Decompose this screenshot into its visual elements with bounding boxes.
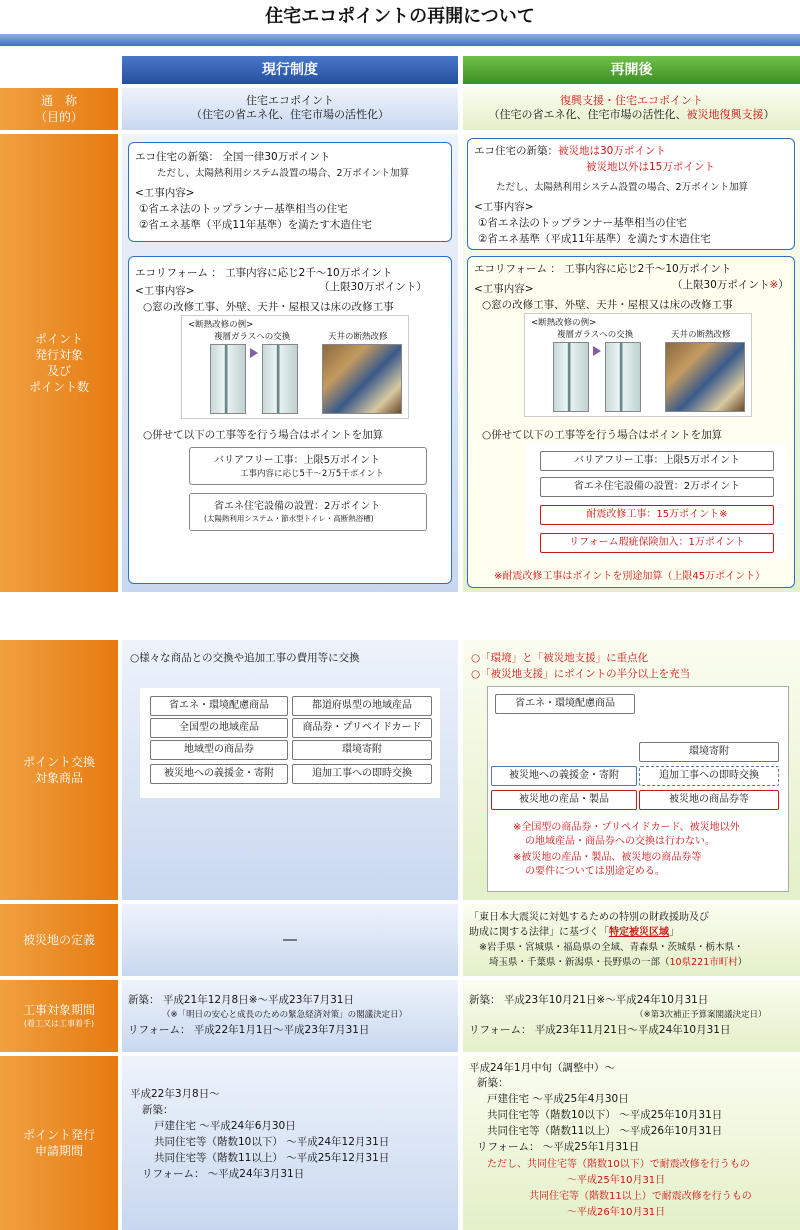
exchange-item: 被災地の商品券等 (639, 790, 779, 810)
new-work2: ②省エネ基準（平成11年基準）を満たす木造住宅 (478, 233, 711, 245)
apply-c3: 戸建住宅 ～平成24年6月30日 (154, 1120, 296, 1132)
disaster-l2c: 」 (669, 927, 679, 938)
label-period (0, 980, 118, 1052)
header-current: 現行制度 (122, 56, 458, 84)
apply-c2: 新築： (142, 1104, 174, 1116)
exchange-item: 商品券・プリペイドカード (292, 718, 432, 738)
apply-n4: 共同住宅等（階数10以下） ～平成25年10月31日 (487, 1109, 723, 1121)
new-photo1-label: 複層ガラスへの交換 (557, 330, 634, 340)
disaster-l2 (469, 923, 679, 938)
exchange-item: 被災地への義援金・寄附 (150, 764, 288, 784)
apply-c4: 共同住宅等（階数10以下） ～平成24年12月31日 (154, 1136, 390, 1148)
new-exchange-l2: ○「被災地支援」にポイントの半分以上を充当 (471, 668, 691, 680)
current-reform-cap: （上限30万ポイント） (319, 281, 427, 293)
header-new: 再開後 (463, 56, 800, 84)
exchange-item: 都道府県型の地域産品 (292, 696, 432, 716)
new-example-panel (524, 313, 752, 417)
period-new3: リフォーム： 平成23年11月21日～平成24年10月31日 (469, 1024, 731, 1036)
ceiling-insulation-image (665, 342, 745, 412)
new-example-head: <断熱改修の例> (531, 318, 597, 328)
points-new (463, 134, 800, 592)
window-glass-after-image (605, 342, 641, 412)
current-equipment-box (189, 493, 427, 531)
new-newbuild-label: エコ住宅の新築： (474, 145, 558, 157)
title-bar (0, 34, 800, 46)
name-current (122, 88, 458, 130)
disaster-l4c: ） (737, 957, 748, 968)
current-reform-box (128, 256, 452, 584)
apply-c5: 共同住宅等（階数11以上） ～平成25年12月31日 (154, 1152, 390, 1164)
new-newbuild-v2: 被災地以外は15万ポイント (586, 161, 715, 173)
new-work1: ①省エネ法のトップランナー基準相当の住宅 (478, 217, 687, 229)
current-exchange-intro: ○様々な商品との交換や追加工事の費用等に交換 (130, 652, 360, 664)
window-glass-before-image (553, 342, 589, 412)
period-current (122, 980, 458, 1052)
period-new (463, 980, 800, 1052)
period-cur1: 新築： 平成21年12月8日※～平成23年7月31日 (128, 994, 354, 1006)
period-new2: （※第3次補正予算案閣議決定日） (635, 1010, 767, 1020)
label-exchange: ポイント交換 対象商品 (0, 640, 118, 900)
current-work-head: <工事内容> (135, 187, 195, 199)
current-solar-text: ただし、太陽熱利用システム設置の場合、2万ポイント加算 (157, 168, 410, 179)
current-reform-head: <工事内容> (135, 285, 195, 297)
label-name: 通 称 （目的） (0, 88, 118, 130)
new-work-head: <工事内容> (474, 201, 534, 213)
current-bf2: 工事内容に応じ5千～2万5千ポイント (240, 469, 384, 479)
exchange-current (122, 640, 458, 900)
exchange-item: 追加工事への即時交換 (639, 766, 779, 786)
current-reform-text: エコリフォーム ： 工事内容に応じ2千～10万ポイント (135, 267, 393, 279)
window-glass-before-image (210, 344, 246, 414)
new-reform-box (467, 256, 795, 588)
current-photo1-label: 複層ガラスへの交換 (214, 332, 291, 342)
current-newbuild-box (128, 142, 452, 242)
current-bf1: バリアフリー工事：上限5万ポイント (214, 455, 380, 466)
arrow-icon (250, 348, 258, 358)
apply-new (463, 1056, 800, 1230)
apply-n5: 共同住宅等（階数11以上） ～平成26年10月31日 (487, 1125, 723, 1137)
label-period-title: 工事対象期間 (22, 1003, 95, 1017)
current-photo2-label: 天井の断熱改修 (328, 332, 388, 342)
new-exchange-l1: ○「環境」と「被災地支援」に重点化 (471, 652, 649, 664)
disaster-l3: ※岩手県・宮城県・福島県の全域、青森県・茨城県・栃木県・ (479, 942, 744, 953)
name-current-l2: （住宅の省エネ化、住宅市場の活性化） (191, 108, 389, 121)
current-example-head: <断熱改修の例> (188, 320, 254, 330)
disaster-l1: 「東日本大震災に対処するための特別の財政援助及び (469, 912, 709, 923)
new-solar-text: ただし、太陽熱利用システム設置の場合、2万ポイント加算 (496, 182, 749, 193)
new-reform-head: <工事内容> (474, 283, 534, 295)
new-reform-cap-mark: ※ (769, 279, 779, 291)
current-combined-text: ○併せて以下の工事等を行う場合はポイントを加算 (143, 429, 384, 441)
label-apply: ポイント発行 申請期間 (0, 1056, 118, 1230)
apply-current (122, 1056, 458, 1230)
label-period-sub: (着工又は工事着手) (23, 1019, 95, 1028)
current-newbuild-text: エコ住宅の新築： 全国一律30万ポイント (135, 151, 331, 163)
new-newbuild-box (467, 138, 795, 250)
label-disaster: 被災地の定義 (0, 904, 118, 976)
page-title: 住宅エコポイントの再開について (265, 6, 535, 27)
new-addition-seismic: 耐震改修工事：15万ポイント※ (540, 505, 774, 525)
new-reform-text: エコリフォーム ： 工事内容に応じ2千～10万ポイント (474, 263, 732, 275)
new-reform-cap-text: （上限30万ポイント (672, 279, 770, 291)
period-cur2: （※「明日の安心と成長のための緊急経済対策」の閣議決定日） (162, 1010, 408, 1020)
exchange-item: 地域型の商品券 (150, 740, 288, 760)
disaster-new (463, 904, 800, 976)
disaster-l4a: 埼玉県・千葉県・新潟県・長野県の一部（ (489, 957, 670, 968)
exchange-item: 被災地への義援金・寄附 (491, 766, 637, 786)
name-current-l1: 住宅エコポイント (246, 94, 334, 107)
new-exchange-note4: の要件については別途定める。 (525, 866, 665, 877)
current-barrierfree-box (189, 447, 427, 485)
new-addition-insurance: リフォーム瑕疵保険加入：1万ポイント (540, 533, 774, 553)
apply-n1: 平成24年1月中旬（調整中）～ (469, 1062, 616, 1074)
new-addition-equipment: 省エネ住宅設備の設置：2万ポイント (540, 477, 774, 497)
current-eq2: (太陽熱利用システム・節水型トイレ・高断熱浴槽) (204, 514, 374, 523)
exchange-item: 環境寄附 (292, 740, 432, 760)
new-addition-barrierfree: バリアフリー工事：上限5万ポイント (540, 451, 774, 471)
apply-n3: 戸建住宅 ～平成25年4月30日 (487, 1093, 629, 1105)
exchange-item: 被災地の産品・製品 (491, 790, 637, 810)
apply-n10: ～平成26年10月31日 (567, 1207, 666, 1218)
exchange-item: 省エネ・環境配慮商品 (150, 696, 288, 716)
current-work1: ①省エネ法のトップランナー基準相当の住宅 (139, 203, 348, 215)
window-glass-after-image (262, 344, 298, 414)
name-new (463, 88, 800, 130)
ceiling-insulation-image (322, 344, 402, 414)
new-photo2-label: 天井の断熱改修 (671, 330, 731, 340)
exchange-item: 追加工事への即時交換 (292, 764, 432, 784)
exchange-item: 環境寄附 (639, 742, 779, 762)
name-new-l2 (463, 108, 800, 122)
disaster-l4b: 10県221市町村 (669, 957, 738, 968)
new-combined-text: ○併せて以下の工事等を行う場合はポイントを加算 (482, 429, 723, 441)
disaster-l4 (489, 954, 747, 968)
disaster-l2b: 特定被災区域 (609, 927, 669, 938)
new-reform-item: ○窓の改修工事、外壁、天井・屋根又は床の改修工事 (482, 299, 733, 311)
disaster-current: ― (122, 904, 458, 976)
period-new1: 新築： 平成23年10月21日※～平成24年10月31日 (469, 994, 709, 1006)
label-points: ポイント 発行対象 及び ポイント数 (0, 134, 118, 592)
apply-c1: 平成22年3月8日～ (130, 1088, 220, 1100)
new-reform-cap-end: ） (778, 279, 789, 291)
new-exchange-note3: ※被災地の産品・製品、被災地の商品券等 (513, 852, 702, 863)
exchange-item: 省エネ・環境配慮商品 (495, 694, 635, 714)
apply-n6: リフォーム： ～平成25年1月31日 (477, 1141, 640, 1153)
apply-n8: ～平成25年10月31日 (567, 1175, 666, 1186)
current-eq1: 省エネ住宅設備の設置：2万ポイント (214, 501, 381, 512)
name-new-l2c: ） (763, 108, 775, 121)
apply-n7: ただし、共同住宅等（階数10以下）で耐震改修を行うもの (487, 1159, 750, 1170)
apply-n9: 共同住宅等（階数11以上）で耐震改修を行うもの (529, 1191, 752, 1202)
new-exchange-note2: の地域産品・商品券への交換は行わない。 (525, 836, 715, 847)
apply-c6: リフォーム： ～平成24年3月31日 (142, 1168, 305, 1180)
name-new-l2a: （住宅の省エネ化、住宅市場の活性化、 (488, 108, 687, 121)
disaster-l2a: 助成に関する法律」に基づく「 (469, 927, 609, 938)
new-reform-cap (672, 277, 789, 292)
name-new-l2b: 被災地復興支援 (686, 108, 764, 121)
current-reform-item: ○窓の改修工事、外壁、天井・屋根又は床の改修工事 (143, 301, 394, 313)
current-work2: ②省エネ基準（平成11年基準）を満たす木造住宅 (139, 219, 372, 231)
period-cur3: リフォーム： 平成22年1月1日～平成23年7月31日 (128, 1024, 370, 1036)
arrow-icon (593, 346, 601, 356)
name-new-l1: 復興支援・住宅エコポイント (560, 94, 703, 107)
exchange-item: 全国型の地域産品 (150, 718, 288, 738)
apply-n2: 新築： (477, 1077, 509, 1089)
new-exchange-note1: ※全国型の商品券・プリペイドカード、被災地以外 (513, 822, 740, 833)
points-current (122, 134, 458, 592)
new-seismic-note: ※耐震改修工事はポイントを別途加算（上限45万ポイント） (494, 571, 766, 582)
current-example-panel (181, 315, 409, 419)
new-newbuild-v1: 被災地は30万ポイント (558, 145, 666, 157)
exchange-new (463, 640, 800, 900)
